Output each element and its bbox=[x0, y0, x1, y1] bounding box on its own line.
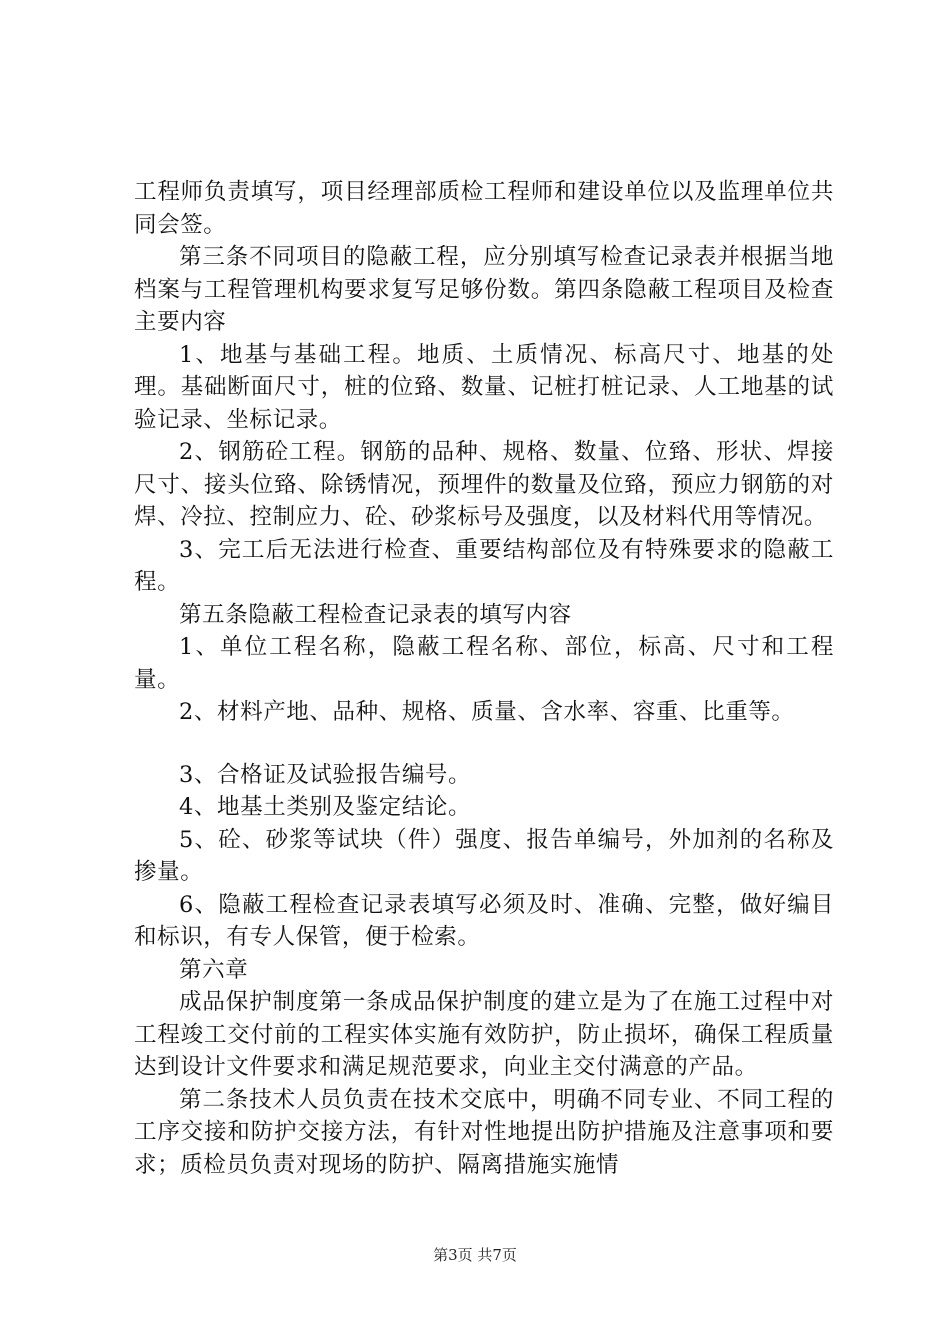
paragraph-article-5: 第五条隐蔽工程检查记录表的填写内容 bbox=[179, 601, 572, 628]
paragraph-fill-item-6: 6、隐蔽工程检查记录表填写必须及时、准确、完整，做好编目和标识，有专人保管，便于检索。 bbox=[134, 891, 834, 950]
paragraph-protection-article-1: 成品保护制度第一条成品保护制度的建立是为了在施工过程中对工程竣工交付前的工程实体实施有效防护，防止损坏，确保工程质量达到设计文件要求和满足规范要求，向业主交付满意的产品。 bbox=[134, 989, 834, 1080]
paragraph-fill-item-3: 3、合格证及试验报告编号。 bbox=[179, 761, 472, 788]
paragraph-fill-item-2: 2、材料产地、品种、规格、质量、含水率、容重、比重等。 bbox=[179, 699, 795, 725]
paragraph-item-3-special: 3、完工后无法进行检查、重要结构部位及有特殊要求的隐蔽工程。 bbox=[134, 536, 834, 595]
document-body bbox=[134, 176, 834, 1181]
paragraph-article-3: 第三条不同项目的隐蔽工程，应分别填写检查记录表并根据当地档案与工程管理机构要求复写足够份数。第四条隐蔽工程项目及检查主要内容 bbox=[134, 244, 834, 335]
paragraph-protection-article-2: 第二条技术人员负责在技术交底中，明确不同专业、不同工程的工序交接和防护交接方法，有针对性地提出防护措施及注意事项和要求；质检员负责对现场的防护、隔离措施实施情 bbox=[134, 1086, 834, 1178]
paragraph-continuation: 工程师负责填写，项目经理部质检工程师和建设单位以及监理单位共同会签。 bbox=[134, 179, 834, 238]
paragraph-item-2-rebar: 2、钢筋砼工程。钢筋的品种、规格、数量、位臵、形状、焊接尺寸、接头位臵、除锈情况，预埋件的数量及位臵，预应力钢筋的对焊、冷拉、控制应力、砼、砂浆标号及强度，以及材料代用等情况。 bbox=[134, 439, 834, 530]
paragraph-item-1-foundation: 1、地基与基础工程。地质、土质情况、标高尺寸、地基的处理。基础断面尺寸，桩的位臵、数量、记桩打桩记录、人工地基的试验记录、坐标记录。 bbox=[134, 341, 834, 433]
chapter-heading: 第六章 bbox=[179, 956, 249, 983]
paragraph-fill-item-5: 5、砼、砂浆等试块（件）强度、报告单编号，外加剂的名称及掺量。 bbox=[134, 826, 834, 885]
paragraph-fill-item-4: 4、地基土类别及鉴定结论。 bbox=[179, 794, 472, 820]
paragraph-fill-item-1: 1、单位工程名称，隐蔽工程名称、部位，标高、尺寸和工程量。 bbox=[134, 634, 834, 693]
page-number-footer: 第3页 共7页 bbox=[433, 1246, 517, 1264]
